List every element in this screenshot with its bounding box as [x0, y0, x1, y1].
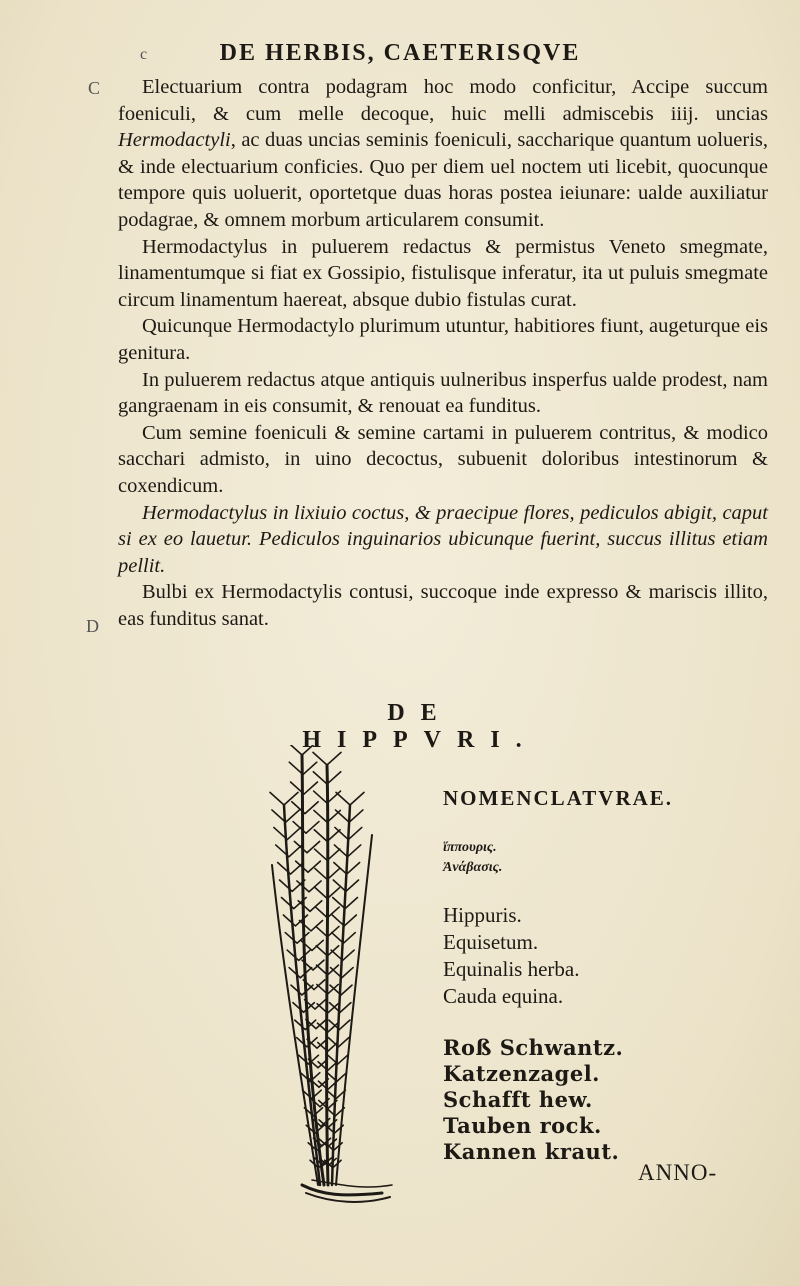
- german-name: Schafft hew.: [443, 1087, 593, 1112]
- catchword: ANNO-: [638, 1160, 718, 1185]
- running-title: DE HERBIS, CAETERISQVE: [219, 40, 581, 66]
- italic-text-run: Hermodactylus in lixiuio coctus, & praecipue flores, pediculos abigit, caput si ex eo lauetur. Pediculos inguinarios ubicunque fuerint, succus illitus etiam pellit.: [118, 501, 768, 577]
- text-run: Quicunque Hermodactylo plurimum utuntur, habitiores fiunt, augeturque eis genitura.: [118, 315, 768, 364]
- signature-mark: c: [140, 46, 150, 63]
- latin-name: Cauda equina.: [443, 984, 564, 1008]
- paragraph: [118, 420, 768, 500]
- text-run: Bulbi ex Hermodactylis contusi, succoque inde expresso & mariscis illito, eas funditus sanat.: [118, 581, 768, 630]
- german-name: Tauben rock.: [443, 1113, 602, 1138]
- latin-name: Equisetum.: [443, 930, 539, 954]
- paragraph: [118, 234, 768, 314]
- german-name: Roß Schwantz.: [443, 1035, 624, 1060]
- german-names: [443, 1035, 623, 1165]
- paragraph: [118, 74, 768, 234]
- margin-letter-c: C: [88, 78, 101, 98]
- greek-name-1: ἵππουρις.: [443, 840, 497, 855]
- paragraph: [118, 313, 768, 366]
- italic-text-run: Hermodactyli: [118, 129, 231, 152]
- text-run: Hermodactylus in puluerem redactus & permistus Veneto smegmate, linamentumque si fiat ex Gossipio, fistulisque inferatur, ita ut puluis smegmate circum linamentum haereat, absque dubio fistulas curat.: [118, 235, 768, 311]
- text-run: , ac duas uncias seminis foeniculi, saccharique quantum uolueris, & inde electuarium conficies. Quo per diem uel noctem uti licebit, quocunque tempore quis uoluerit, oportetque duas horas postea ieiunare: ualde auxiliatur podagrae, & omnem morbum articularem consumit.: [118, 129, 768, 231]
- latin-name: Hippuris.: [443, 903, 522, 927]
- german-name: Kannen kraut.: [443, 1139, 620, 1164]
- text-run: Cum semine foeniculi & semine cartami in puluerem contritus, & modico sacchari admisto, in uino decoctus, subuenit doloribus intestinorum & coxendicum.: [118, 421, 768, 497]
- section-title: DE HIPPVRI.: [302, 700, 538, 753]
- greek-name-2: Ἀνάβασις.: [443, 860, 503, 875]
- text-run: In puluerem redactus atque antiquis uulneribus insperfus ualde prodest, nam gangraenam in eis consumit, & renouat ea funditus.: [118, 368, 768, 418]
- german-name: Katzenzagel.: [443, 1061, 600, 1086]
- hippuris-woodcut-illustration: [232, 745, 412, 1210]
- latin-names: [443, 902, 579, 1010]
- latin-name: Equinalis herba.: [443, 957, 580, 981]
- paragraph: [118, 367, 768, 420]
- paragraph: [118, 579, 768, 632]
- running-header: [140, 40, 660, 67]
- margin-letter-d: D: [86, 616, 99, 636]
- paragraph: [118, 500, 768, 580]
- body-text: [118, 74, 768, 632]
- nomenclature-heading: NOMENCLATVRAE.: [443, 786, 674, 810]
- text-run: Electuarium contra podagram hoc modo conficitur, Accipe succum foeniculi, & cum melle decoque, huic melli admiscebis iiij. uncias: [118, 76, 768, 125]
